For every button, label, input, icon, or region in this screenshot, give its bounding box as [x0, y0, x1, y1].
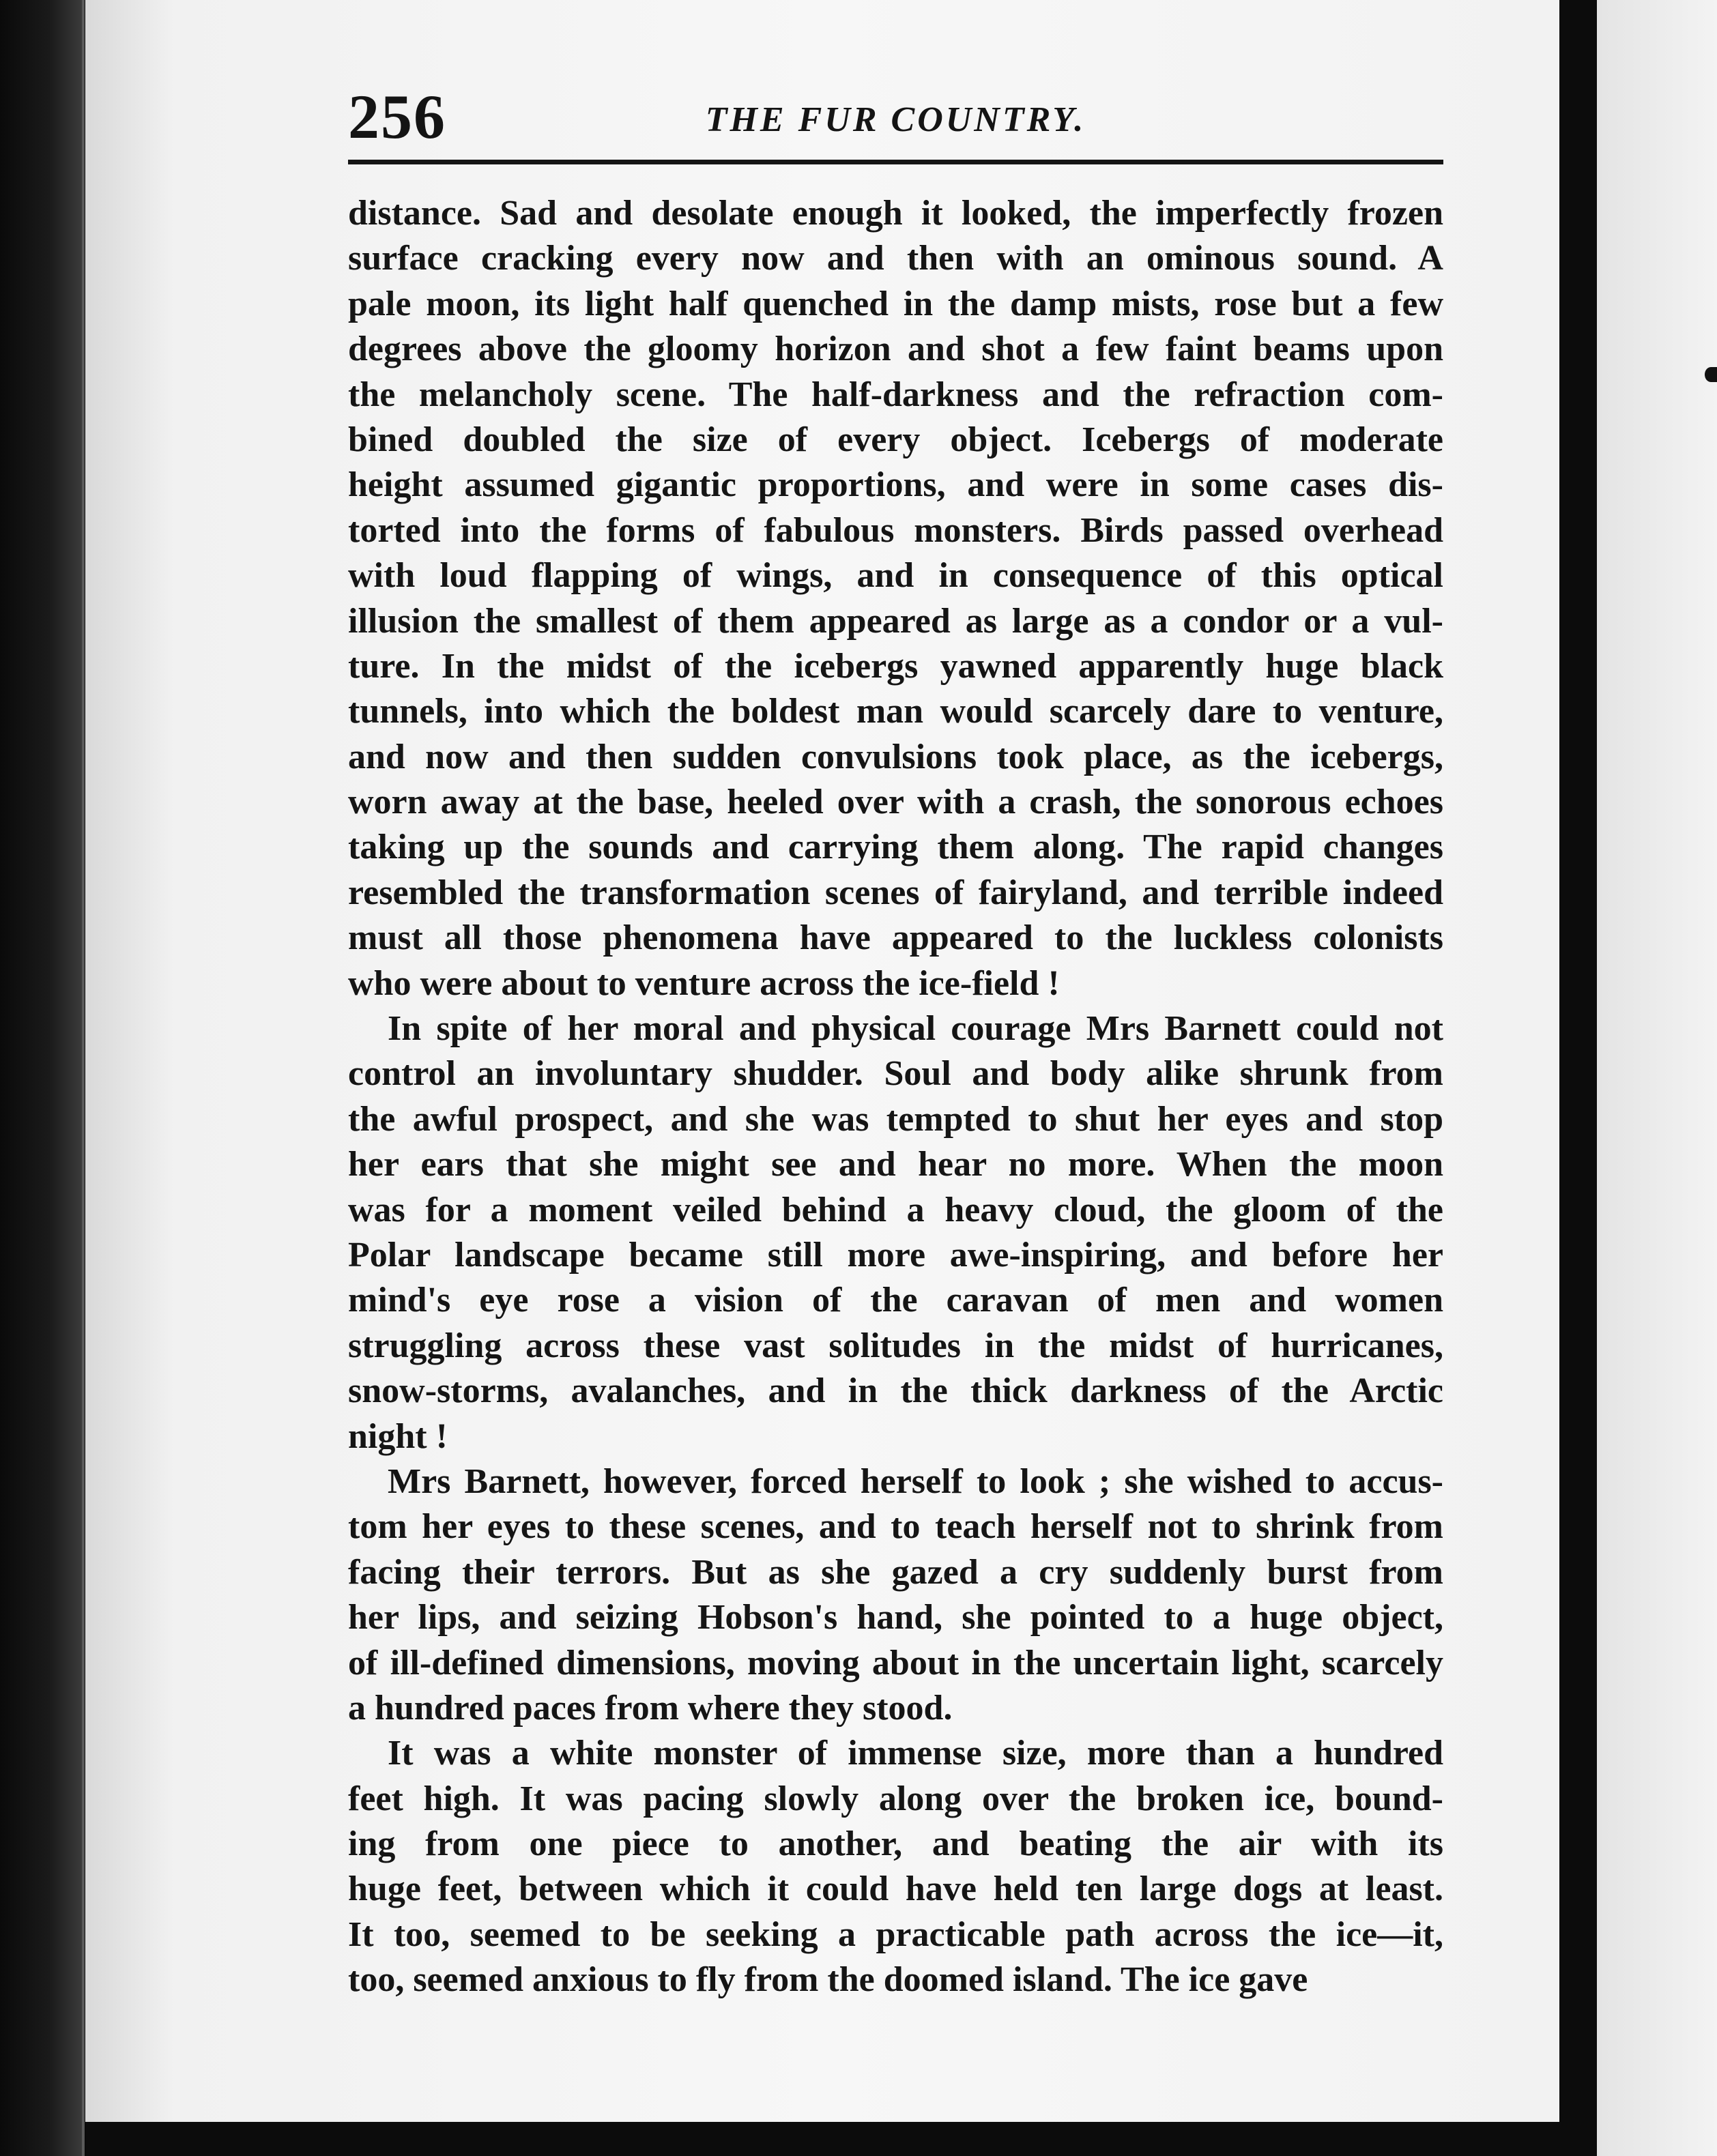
- text-line: resembled the transformation scenes of fairyland, and terrible indeed: [348, 873, 1443, 912]
- page-header: [348, 81, 1443, 162]
- text-line: of ill-defined dimensions, moving about in the uncertain light, scarcely: [348, 1643, 1443, 1682]
- text-line: Polar landscape became still more awe-inspiring, and before her: [348, 1235, 1443, 1274]
- text-line: feet high. It was pacing slowly along over the broken ice, bound-: [348, 1779, 1443, 1818]
- text-line: too, seemed anxious to fly from the doomed island. The ice gave: [348, 1960, 1308, 2000]
- text-line: Mrs Barnett, however, forced herself to look ; she wished to accus-: [388, 1461, 1443, 1501]
- text-line: surface cracking every now and then with an ominous sound. A: [348, 239, 1443, 278]
- text-line: a hundred paces from where they stood.: [348, 1688, 953, 1728]
- text-line: torted into the forms of fabulous monsters. Birds passed overhead: [348, 510, 1443, 550]
- text-line: was for a moment veiled behind a heavy cloud, the gloom of the: [348, 1190, 1443, 1229]
- text-line: control an involuntary shudder. Soul and body alike shrunk from: [348, 1054, 1443, 1094]
- text-line: with loud flapping of wings, and in consequence of this optical: [348, 556, 1443, 596]
- text-line: pale moon, its light half quenched in the damp mists, rose but a few: [348, 284, 1443, 323]
- text-line: tunnels, into which the boldest man would scarcely dare to venture,: [348, 692, 1443, 731]
- text-line: her ears that she might see and hear no more. When the moon: [348, 1145, 1443, 1184]
- text-line: taking up the sounds and carrying them along. The rapid changes: [348, 828, 1443, 867]
- text-line: huge feet, between which it could have held ten large dogs at least.: [348, 1869, 1443, 1909]
- text-line: degrees above the gloomy horizon and shot a few faint beams upon: [348, 330, 1443, 369]
- ink-mark: [1705, 367, 1717, 382]
- running-title: THE FUR COUNTRY.: [705, 100, 1086, 139]
- text-line: In spite of her moral and physical courage Mrs Barnett could not: [388, 1009, 1443, 1049]
- text-line: illusion the smallest of them appeared as large as a condor or a vul-: [348, 601, 1443, 641]
- text-line: height assumed gigantic proportions, and were in some cases dis-: [348, 465, 1443, 505]
- text-line: It was a white monster of immense size, more than a hundred: [388, 1734, 1443, 1773]
- text-line: ing from one piece to another, and beating the air with its: [348, 1824, 1443, 1864]
- text-line: the melancholy scene. The half-darkness and the refraction com-: [348, 375, 1443, 414]
- text-line: must all those phenomena have appeared to the luckless colonists: [348, 918, 1443, 958]
- text-line: the awful prospect, and she was tempted to shut her eyes and stop: [348, 1099, 1443, 1139]
- text-line: ture. In the midst of the icebergs yawned apparently huge black: [348, 646, 1443, 686]
- book-spine-shadow: [0, 0, 82, 2156]
- header-rule: [348, 160, 1443, 164]
- text-line: facing their terrors. But as she gazed a cry suddenly burst from: [348, 1552, 1443, 1592]
- text-line: distance. Sad and desolate enough it looked, the imperfectly frozen: [348, 194, 1443, 233]
- text-line: It too, seemed to be seeking a practicable path across the ice—it,: [348, 1914, 1443, 1954]
- text-line: and now and then sudden convulsions took place, as the icebergs,: [348, 737, 1443, 776]
- text-line: worn away at the base, heeled over with a crash, the sonorous echoes: [348, 783, 1443, 822]
- text-line: mind's eye rose a vision of the caravan of men and women: [348, 1281, 1443, 1320]
- page-edge-line: [82, 0, 85, 2156]
- page-number: 256: [348, 82, 446, 151]
- book-gutter: [1559, 0, 1597, 2156]
- text-line: night !: [348, 1416, 448, 1456]
- text-line: tom her eyes to these scenes, and to teach herself not to shrink from: [348, 1507, 1443, 1547]
- text-line: who were about to venture across the ice-field !: [348, 963, 1060, 1003]
- scan-bottom-border: [85, 2122, 1559, 2156]
- text-line: her lips, and seizing Hobson's hand, she pointed to a huge object,: [348, 1598, 1443, 1637]
- text-line: struggling across these vast solitudes in the midst of hurricanes,: [348, 1326, 1443, 1365]
- text-line: snow-storms, avalanches, and in the thick darkness of the Arctic: [348, 1371, 1443, 1411]
- facing-page-edge: [1597, 0, 1717, 2156]
- text-line: bined doubled the size of every object. Icebergs of moderate: [348, 420, 1443, 459]
- body-text: [348, 191, 1443, 2003]
